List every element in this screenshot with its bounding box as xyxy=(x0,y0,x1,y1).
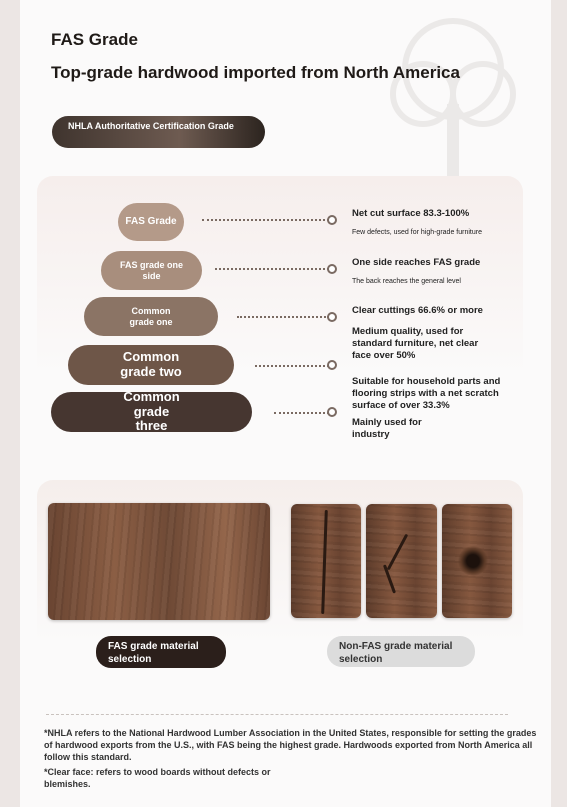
grade-common-one: Common grade one xyxy=(84,297,218,336)
page-subtitle: Top-grade hardwood imported from North America xyxy=(51,63,460,82)
connector-3 xyxy=(237,316,329,318)
connector-2-dot xyxy=(327,264,337,274)
footer-divider xyxy=(46,714,508,715)
product-page xyxy=(20,0,551,807)
grade-fas: FAS Grade xyxy=(118,203,184,241)
desc-1-subtitle: Few defects, used for high-grade furniture xyxy=(352,229,482,236)
connector-1 xyxy=(202,219,329,221)
fas-material-label: FAS grade material selection xyxy=(96,636,226,668)
desc-5-title: Mainly used for industry xyxy=(352,417,422,440)
desc-2-subtitle: The back reaches the general level xyxy=(352,278,461,285)
connector-4 xyxy=(255,365,329,367)
grade-common-three: Common grade three xyxy=(51,392,252,432)
non-fas-wood-sample-3 xyxy=(442,504,512,618)
desc-2-title: One side reaches FAS grade xyxy=(352,257,481,268)
connector-5-dot xyxy=(327,407,337,417)
grade-common-two: Common grade two xyxy=(68,345,234,385)
connector-2 xyxy=(215,268,329,270)
page-title: FAS Grade xyxy=(51,30,138,49)
connector-1-dot xyxy=(327,215,337,225)
connector-3-dot xyxy=(327,312,337,322)
nhla-note: *NHLA refers to the National Hardwood Lumber Association in the United States, responsible for setting the grades of hardwood exports from the U.S., with FAS being the highest grade. Hardwoods exported from North America all follow this standard. xyxy=(44,728,537,762)
grade-fas-one-side: FAS grade one side xyxy=(101,251,202,290)
desc-4-title: Suitable for household parts and flooring strips with a net scratch surface of over 33.3% xyxy=(352,376,501,411)
non-fas-wood-sample-1 xyxy=(291,504,361,618)
desc-3-title: Clear cuttings 66.6% or more xyxy=(352,305,483,316)
connector-4-dot xyxy=(327,360,337,370)
tree-watermark-icon xyxy=(383,14,523,179)
clear-face-note: *Clear face: refers to wood boards without defects or blemishes. xyxy=(44,767,271,789)
non-fas-wood-sample-2 xyxy=(366,504,437,618)
connector-5 xyxy=(274,412,329,414)
desc-1-title: Net cut surface 83.3-100% xyxy=(352,208,470,219)
certification-badge: NHLA Authoritative Certification Grade xyxy=(52,116,265,148)
non-fas-material-label: Non-FAS grade material selection xyxy=(327,636,475,667)
fas-wood-board-image xyxy=(48,503,270,620)
desc-3-subtitle: Medium quality, used for standard furniture, net clear face over 50% xyxy=(352,326,479,361)
